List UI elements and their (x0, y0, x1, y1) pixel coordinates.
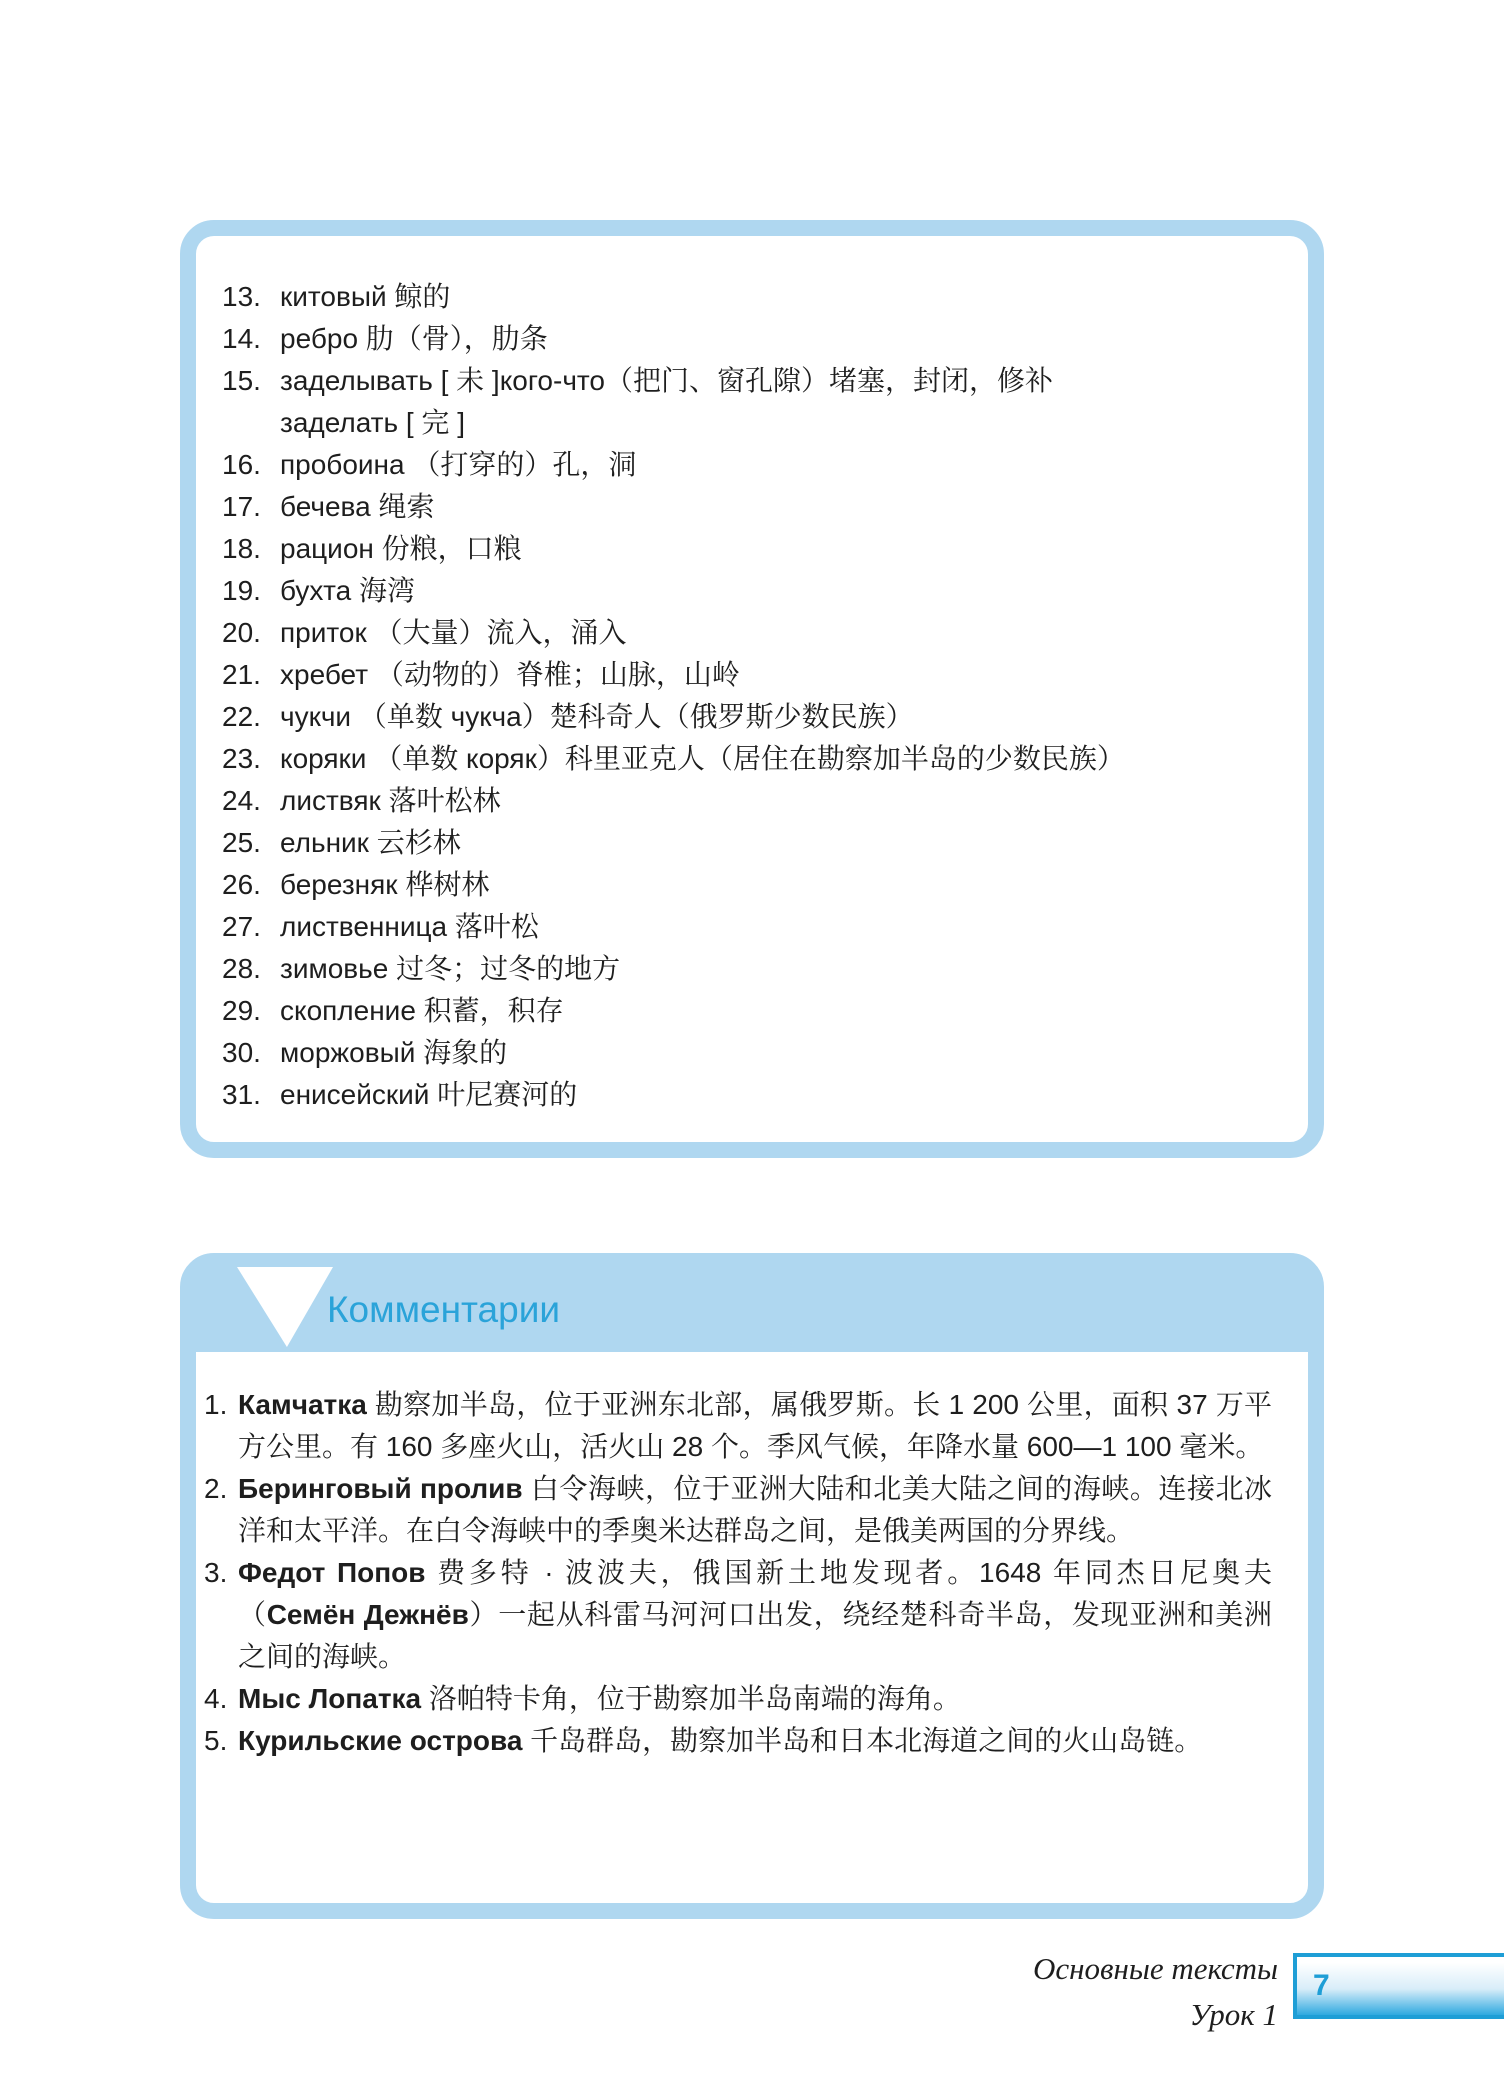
vocab-item-number: 28. (222, 953, 261, 984)
vocab-item-body (280, 360, 1280, 444)
vocab-item-number: 16. (222, 449, 261, 480)
vocab-item-body (280, 696, 1280, 738)
comment-item-number: 3. (204, 1557, 228, 1588)
comment-item-number: 5. (204, 1725, 228, 1756)
vocab-gloss: 海湾 (358, 575, 415, 606)
vocab-gloss: 海象的 (423, 1037, 508, 1068)
vocab-item-body (280, 864, 1280, 906)
vocab-item (222, 1074, 1280, 1116)
vocab-item (222, 654, 1280, 696)
vocab-item-number: 20. (222, 617, 261, 648)
vocab-item-number: 14. (222, 323, 261, 354)
vocabulary-panel (180, 220, 1324, 1158)
vocab-list (196, 236, 1308, 1140)
page-footer (1033, 1946, 1278, 2038)
vocab-item-body (280, 318, 1280, 360)
vocab-item-body (280, 948, 1280, 990)
vocab-item-body (280, 654, 1280, 696)
vocab-gloss: 叶尼赛河的 (437, 1079, 578, 1110)
vocab-item-number: 21. (222, 659, 261, 690)
vocab-item-number: 19. (222, 575, 261, 606)
comment-term: Мыс Лопатка (238, 1683, 422, 1714)
vocab-item (222, 612, 1280, 654)
vocab-item (222, 360, 1280, 444)
comment-item-number: 4. (204, 1683, 228, 1714)
vocab-term: листвяк (280, 785, 381, 816)
vocab-item (222, 696, 1280, 738)
vocab-item (222, 444, 1280, 486)
vocab-gloss: 鲸的 (394, 281, 451, 312)
vocab-item (222, 948, 1280, 990)
vocab-item (222, 906, 1280, 948)
page-number-tab (1293, 1953, 1504, 2019)
vocab-term: зимовье (280, 953, 389, 984)
comment-item-body: Курильские острова 千岛群岛，勘察加半岛和日本北海道之间的火山岛链。 (238, 1725, 1203, 1756)
comment-item (204, 1384, 1272, 1468)
vocab-item-body (280, 1074, 1280, 1116)
vocab-item-number: 26. (222, 869, 261, 900)
vocab-term: енисейский (280, 1079, 430, 1110)
vocab-item (222, 486, 1280, 528)
vocab-term: моржовый (280, 1037, 416, 1068)
vocab-gloss: 落叶松林 (388, 785, 501, 816)
vocab-item (222, 864, 1280, 906)
vocab-item-body (280, 990, 1280, 1032)
vocab-item (222, 822, 1280, 864)
vocab-term: заделывать (280, 365, 433, 396)
vocab-gloss: （单数 чукча）楚科奇人（俄罗斯少数民族） (358, 701, 914, 732)
vocab-term: березняк (280, 869, 398, 900)
vocab-term: бечева (280, 491, 371, 522)
vocab-term: пробоина (280, 449, 405, 480)
vocab-term: ребро (280, 323, 359, 354)
comments-header-band (195, 1268, 1309, 1352)
vocab-item-number: 22. (222, 701, 261, 732)
vocab-item-body (280, 276, 1280, 318)
vocab-term: скопление (280, 995, 416, 1026)
vocab-item-body (280, 528, 1280, 570)
vocab-item-number: 18. (222, 533, 261, 564)
vocab-gloss: （单数 коряк）科里亚克人（居住在勘察加半岛的少数民族） (374, 743, 1125, 774)
vocab-term: чукчи (280, 701, 352, 732)
vocab-gloss: 过冬；过冬的地方 (396, 953, 621, 984)
comment-term: Камчатка (238, 1389, 367, 1420)
vocab-item-number: 29. (222, 995, 261, 1026)
comments-panel (180, 1253, 1324, 1919)
vocab-gloss: （动物的）脊椎；山脉，山岭 (375, 659, 740, 690)
comment-term: Семён Дежнёв (266, 1599, 469, 1630)
comment-item (204, 1678, 1272, 1720)
vocab-term: рацион (280, 533, 374, 564)
vocab-item (222, 738, 1280, 780)
vocab-gloss: （大量）流入，涌入 (374, 617, 627, 648)
vocab-term: китовый (280, 281, 387, 312)
footer-lesson-label: Урок 1 (1189, 1997, 1278, 2032)
footer-section-title: Основные тексты (1033, 1951, 1278, 1986)
vocab-gloss: 桦树林 (405, 869, 490, 900)
vocab-item-body (280, 738, 1280, 780)
vocab-item-body (280, 906, 1280, 948)
vocab-item (222, 990, 1280, 1032)
vocab-term: приток (280, 617, 367, 648)
vocab-term: ельник (280, 827, 369, 858)
vocab-item (222, 276, 1280, 318)
vocab-term: лиственница (280, 911, 448, 942)
comment-item (204, 1720, 1272, 1762)
vocab-item-body (280, 444, 1280, 486)
vocab-gloss: （打穿的）孔，洞 (412, 449, 637, 480)
vocab-item-number: 24. (222, 785, 261, 816)
vocab-item (222, 1032, 1280, 1074)
vocab-item-body (280, 486, 1280, 528)
vocab-item-body (280, 1032, 1280, 1074)
vocab-item (222, 318, 1280, 360)
comment-item-body: Федот Попов 费多特 · 波波夫，俄国新土地发现者。1648 年同杰日尼奥夫（Семён Дежнёв）一起从科雷马河河口出发，绕经楚科奇半岛，发现亚洲和美洲之间的海峡。 (238, 1557, 1273, 1672)
vocab-item (222, 570, 1280, 612)
vocab-item-number: 13. (222, 281, 261, 312)
page-number: 7 (1313, 1969, 1330, 2002)
comment-term: Курильские острова (238, 1725, 523, 1756)
vocab-item (222, 780, 1280, 822)
vocab-item-number: 15. (222, 365, 261, 396)
vocab-continuation-line: заделать [ 完 ] (280, 407, 465, 438)
vocab-gloss: [ 未 ]кого-что（把门、窗孔隙）堵塞，封闭，修补 (440, 365, 1053, 396)
comment-item (204, 1468, 1272, 1552)
comments-title: Комментарии (327, 1289, 561, 1330)
vocab-item-body (280, 570, 1280, 612)
vocab-gloss: 绳索 (378, 491, 435, 522)
vocab-gloss: 落叶松 (454, 911, 539, 942)
vocab-gloss: 肋（骨），肋条 (365, 323, 548, 354)
comment-item (204, 1552, 1272, 1678)
comment-term: Федот Попов (238, 1557, 426, 1588)
vocab-gloss: 份粮，口粮 (381, 533, 522, 564)
comment-term: Беринговый пролив (238, 1473, 523, 1504)
vocab-item-number: 23. (222, 743, 261, 774)
vocab-item-body (280, 780, 1280, 822)
comment-item-body: Камчатка 勘察加半岛，位于亚洲东北部，属俄罗斯。长 1 200 公里，面积 37 万平方公里。有 160 多座火山，活火山 28 个。季风气候，年降水量 600—1 100 毫米。 (238, 1389, 1272, 1462)
vocab-term: хребет (280, 659, 369, 690)
vocab-term: бухта (280, 575, 352, 606)
vocab-item-body (280, 612, 1280, 654)
vocab-item-number: 17. (222, 491, 261, 522)
comments-list (196, 1352, 1308, 1788)
comment-item-body: Мыс Лопатка 洛帕特卡角，位于勘察加半岛南端的海角。 (238, 1683, 961, 1714)
vocab-gloss: 积蓄，积存 (423, 995, 564, 1026)
vocab-item-number: 31. (222, 1079, 261, 1110)
comment-item-body: Беринговый пролив 白令海峡，位于亚洲大陆和北美大陆之间的海峡。连接北冰洋和太平洋。在白令海峡中的季奥米达群岛之间，是俄美两国的分界线。 (238, 1473, 1272, 1546)
vocab-gloss: 云杉林 (376, 827, 461, 858)
comment-item-number: 1. (204, 1389, 228, 1420)
vocab-item-body (280, 822, 1280, 864)
vocab-item-number: 27. (222, 911, 261, 942)
vocab-item-number: 25. (222, 827, 261, 858)
banner-notch-icon (237, 1267, 333, 1347)
vocab-term: коряки (280, 743, 367, 774)
comment-item-number: 2. (204, 1473, 228, 1504)
vocab-item-number: 30. (222, 1037, 261, 1068)
vocab-item (222, 528, 1280, 570)
